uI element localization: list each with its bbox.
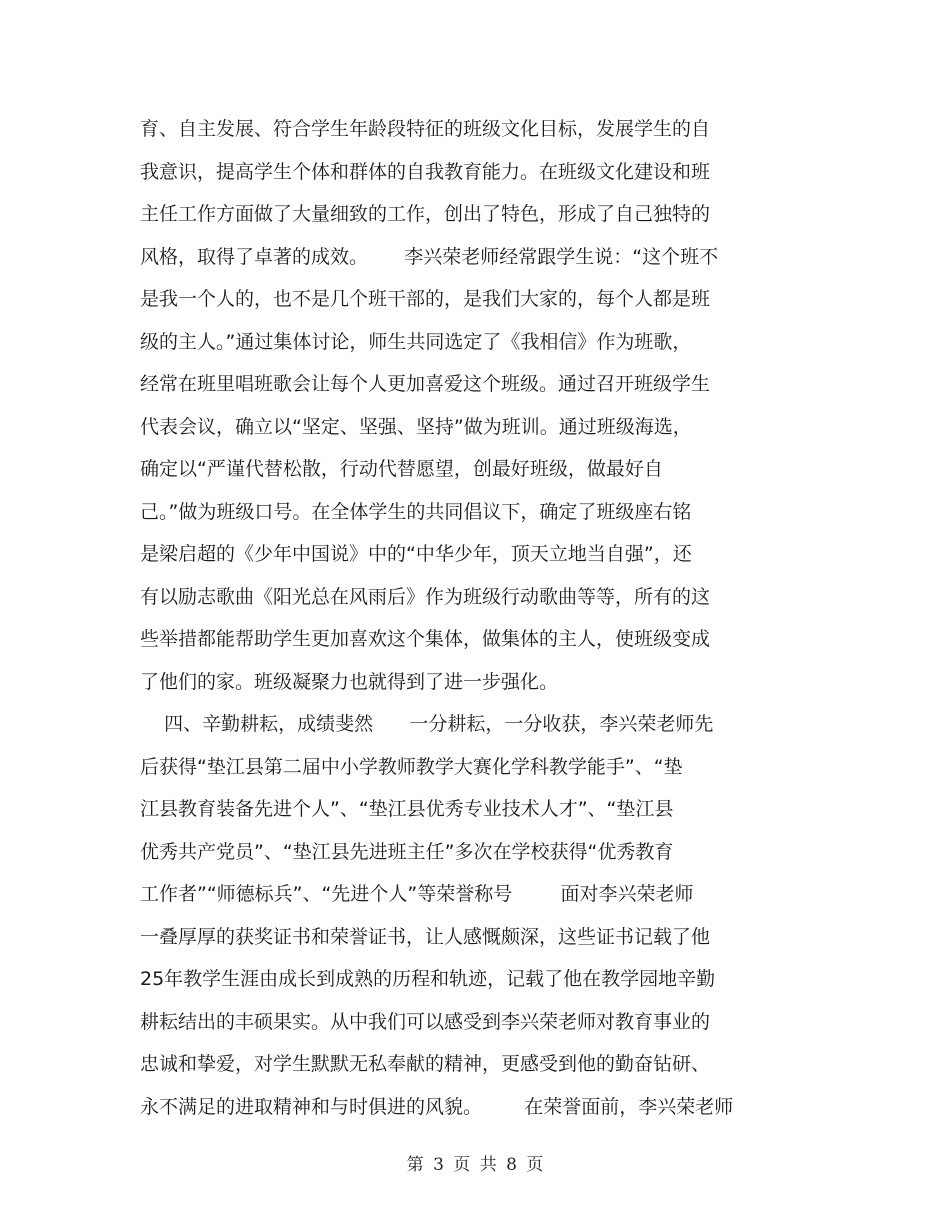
text-line: 四、辛勤耕耘，成绩斐然 一分耕耘，一分收获，李兴荣老师先 bbox=[140, 713, 714, 735]
text-line: 是我一个人的，也不是几个班干部的，是我们大家的，每个人都是班 bbox=[140, 288, 711, 310]
text-line: 些举措都能帮助学生更加喜欢这个集体，做集体的主人，使班级变成 bbox=[140, 628, 711, 650]
text-line: 一叠厚厚的获奖证书和荣誉证书，让人感慨颇深，这些证书记载了他 bbox=[140, 925, 711, 948]
text-line: 确定以“严谨代替松散，行动代替愿望，创最好班级，做最好自 bbox=[140, 458, 663, 480]
text-line: 忠诚和挚爱，对学生默默无私奉献的精神，更感受到他的勤奋钻研、 bbox=[140, 1053, 711, 1075]
text-line: 级的主人。”通过集体讨论，师生共同选定了《我相信》作为班歌， bbox=[140, 330, 692, 353]
text-line: 主任工作方面做了大量细致的工作，创出了特色，形成了自己独特的 bbox=[140, 203, 711, 225]
text-line: 耕耘结出的丰硕果实。从中我们可以感受到李兴荣老师对教育事业的 bbox=[140, 1010, 711, 1033]
text-line: 有以励志歌曲《阳光总在风雨后》作为班级行动歌曲等等，所有的这 bbox=[140, 585, 711, 608]
text-line: 育、自主发展、符合学生年龄段特征的班级文化目标，发展学生的自 bbox=[140, 118, 711, 140]
text-line: 工作者”“师德标兵”、“先进个人”等荣誉称号 面对李兴荣老师 bbox=[140, 883, 694, 905]
text-line: 经常在班里唱班歌会让每个人更加喜爱这个班级。通过召开班级学生 bbox=[140, 373, 711, 395]
text-line: 了他们的家。班级凝聚力也就得到了进一步强化。 bbox=[140, 670, 559, 693]
text-line: 代表会议，确立以“坚定、坚强、坚持”做为班训。通过班级海选， bbox=[140, 415, 692, 438]
text-line: 是梁启超的《少年中国说》中的“中华少年，顶天立地当自强”，还 bbox=[140, 543, 692, 565]
text-line: 后获得“垫江县第二届中小学教师教学大赛化学科教学能手”、“垫 bbox=[140, 755, 683, 778]
text-line: 我意识，提高学生个体和群体的自我教育能力。在班级文化建设和班 bbox=[140, 160, 711, 183]
text-line: 优秀共产党员”、“垫江县先进班主任”多次在学校获得“优秀教育 bbox=[140, 840, 674, 863]
body-text bbox=[140, 108, 820, 1128]
text-line: 己。”做为班级口号。在全体学生的共同倡议下，确定了班级座右铭 bbox=[140, 500, 692, 523]
text-line: 25年教学生涯由成长到成熟的历程和轨迹，记载了他在教学园地辛勤 bbox=[140, 968, 716, 990]
text-line: 风格，取得了卓著的成效。 李兴荣老师经常跟学生说：“这个班不 bbox=[140, 245, 719, 268]
text-line: 永不满足的进取精神和与时俱进的风貌。 在荣誉面前，李兴荣老师 bbox=[140, 1095, 734, 1118]
page-number-footer: 第 3 页 共 8 页 bbox=[406, 1155, 544, 1175]
text-line: 江县教育装备先进个人”、“垫江县优秀专业技术人才”、“垫江县 bbox=[140, 798, 674, 820]
